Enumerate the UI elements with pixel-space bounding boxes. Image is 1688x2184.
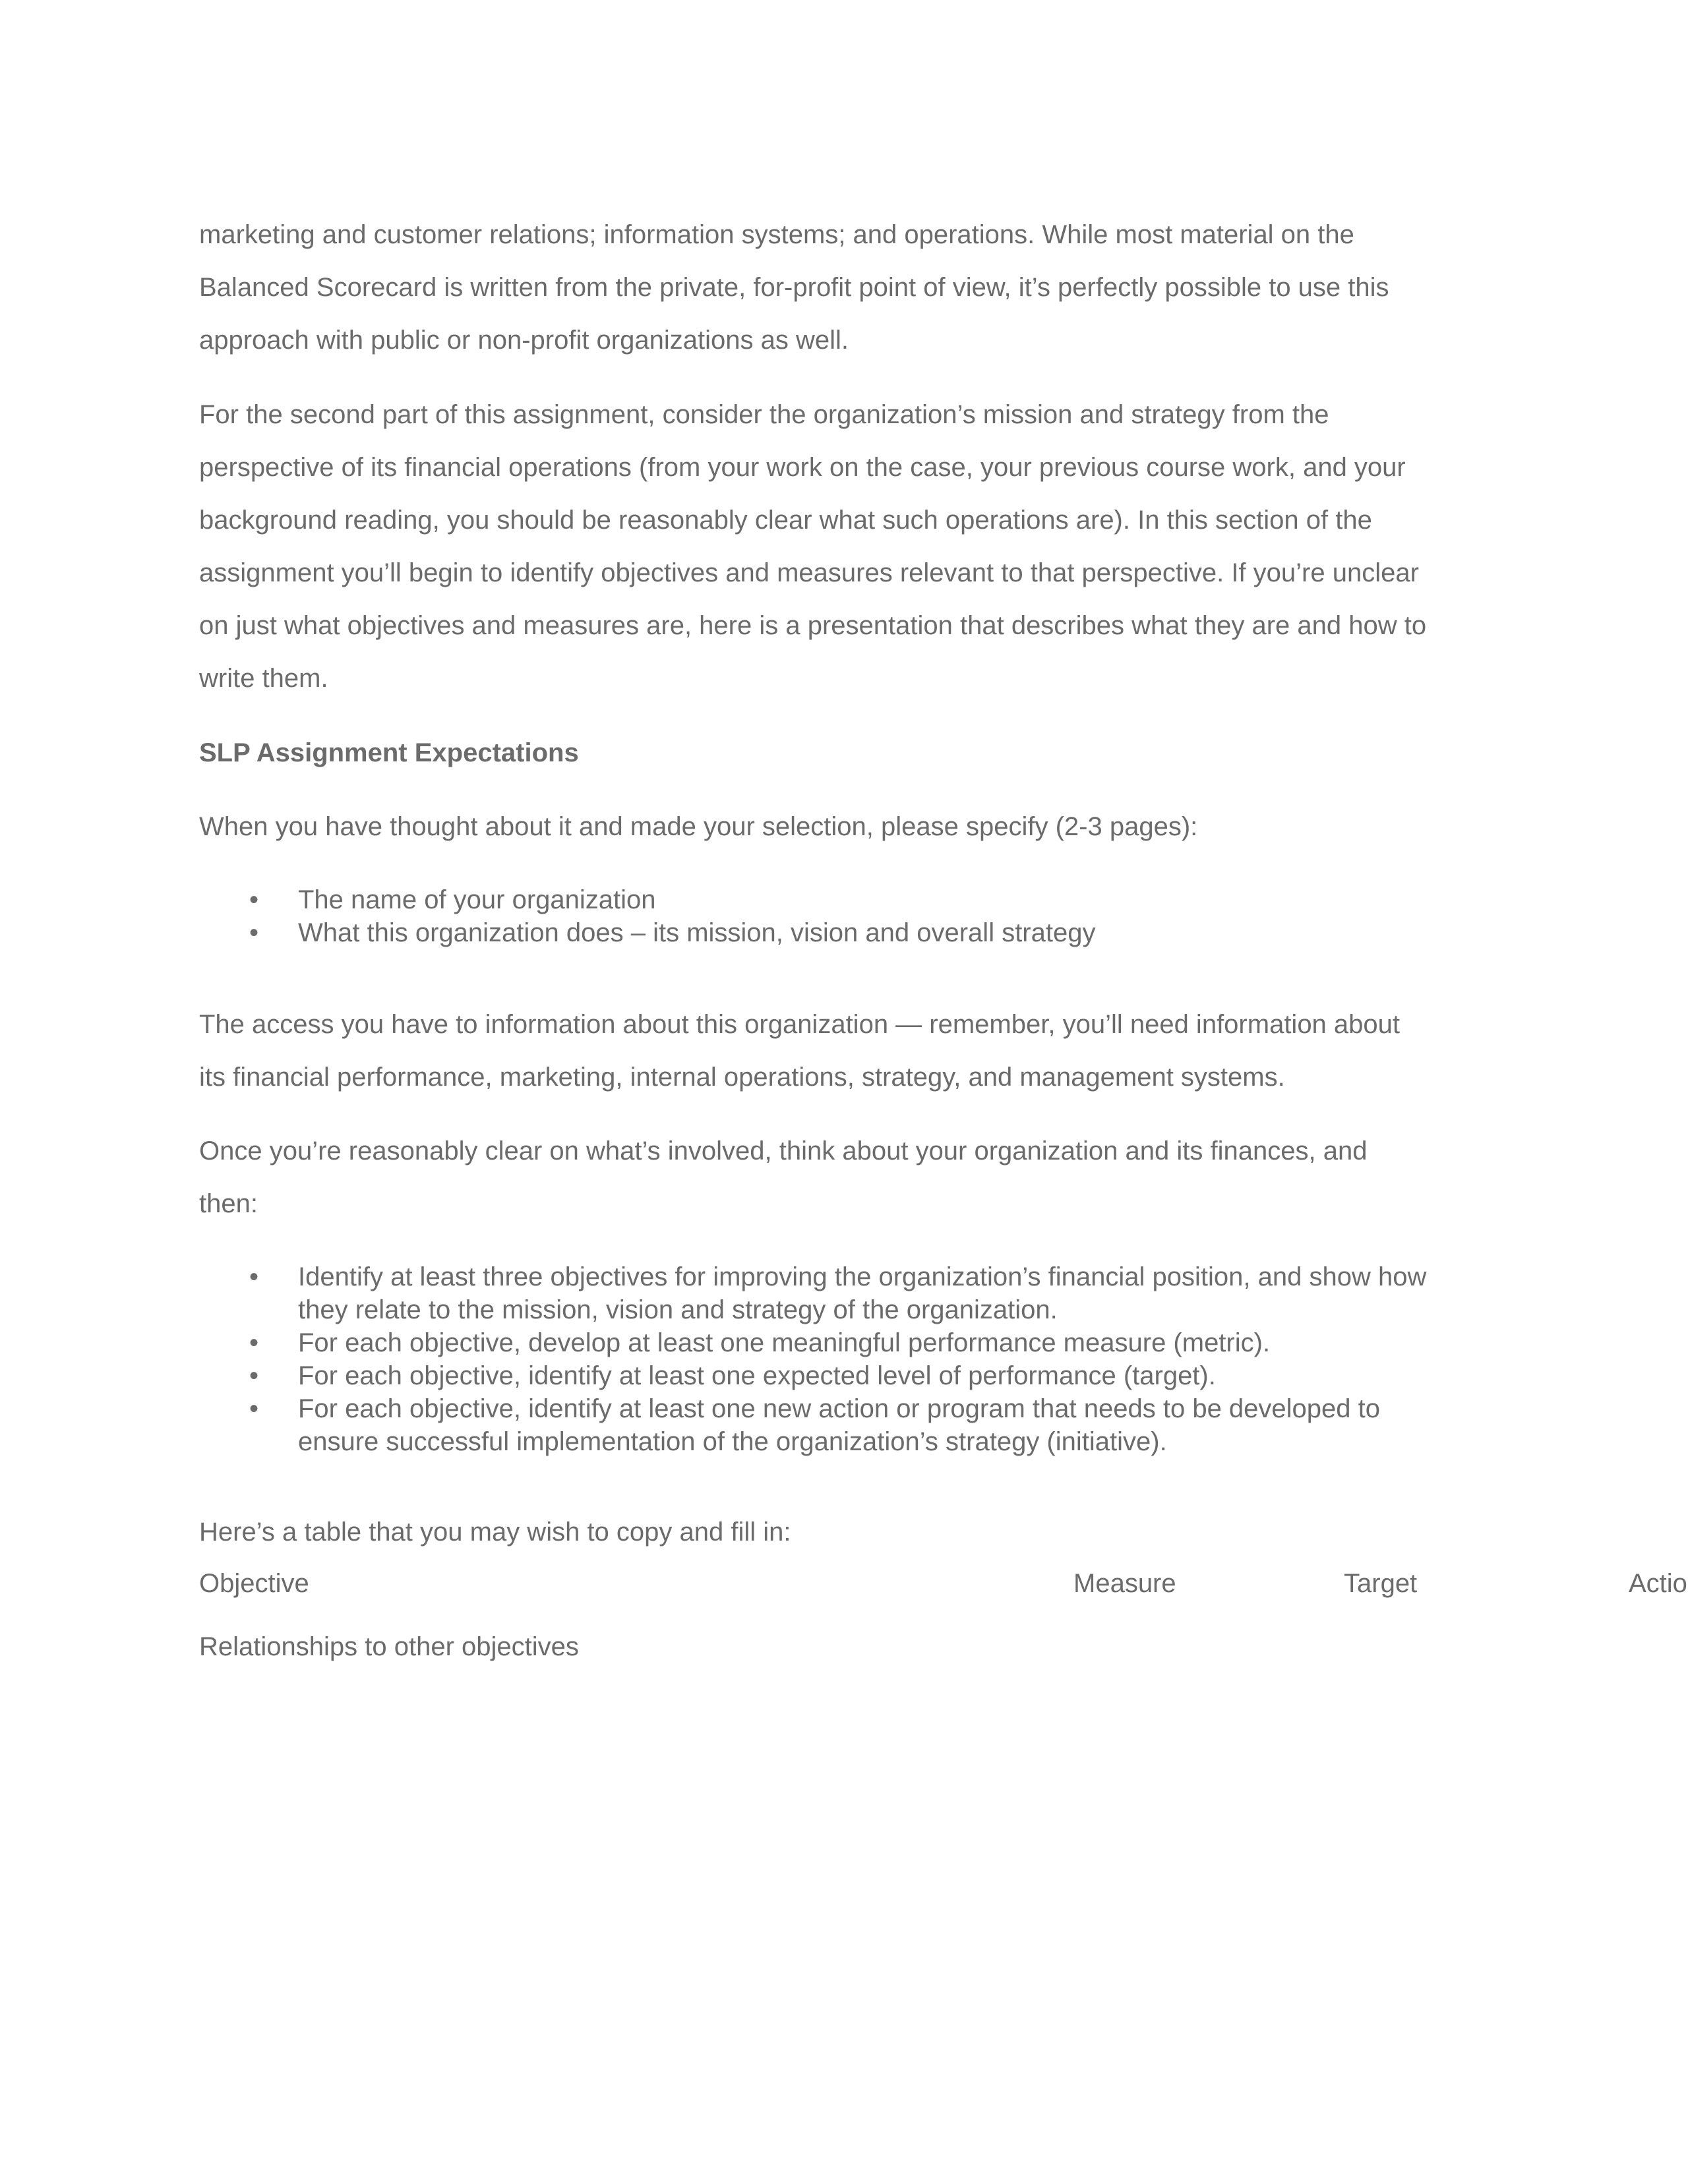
objectives-list bbox=[199, 1260, 1518, 1458]
table-header-action: Actio bbox=[1629, 1569, 1687, 1598]
bullet-icon: • bbox=[249, 1262, 259, 1291]
text-line: on just what objectives and measures are, here is a presentation that describes what they are and how to bbox=[199, 611, 1427, 640]
paragraph-second-part bbox=[199, 388, 1518, 705]
text-line: its financial performance, marketing, internal operations, strategy, and management systems. bbox=[199, 1063, 1285, 1092]
bullet-icon: • bbox=[249, 918, 259, 947]
table-header-row bbox=[0, 1557, 1688, 1610]
text-line: perspective of its financial operations (from your work on the case, your previous course work, and your bbox=[199, 453, 1406, 482]
text-line: approach with public or non-profit organizations as well. bbox=[199, 326, 849, 355]
paragraph-table-intro bbox=[199, 1506, 1518, 1558]
list-item bbox=[199, 1260, 1518, 1326]
list-item-text: For each objective, develop at least one meaningful performance measure (metric). bbox=[298, 1328, 1271, 1357]
text-line: Here’s a table that you may wish to copy and fill in: bbox=[199, 1518, 791, 1547]
text-line: background reading, you should be reasonably clear what such operations are). In this section of the bbox=[199, 506, 1372, 535]
list-item-text: For each objective, identify at least one new action or program that needs to be developed to bbox=[298, 1394, 1381, 1423]
list-item-text: The name of your organization bbox=[298, 885, 656, 914]
table-header-measure: Measure bbox=[1073, 1569, 1176, 1598]
section-heading: SLP Assignment Expectations bbox=[199, 738, 579, 767]
bullet-icon: • bbox=[249, 885, 259, 914]
text-line: marketing and customer relations; information systems; and operations. While most material on the bbox=[199, 220, 1354, 249]
list-item bbox=[199, 883, 1518, 916]
bullet-icon: • bbox=[249, 1394, 259, 1423]
list-item bbox=[199, 1326, 1518, 1359]
text-line: Once you’re reasonably clear on what’s involved, think about your organization and its finances, and bbox=[199, 1136, 1368, 1166]
list-item-text: What this organization does – its mission, vision and overall strategy bbox=[298, 918, 1096, 947]
text-line: When you have thought about it and made your selection, please specify (2-3 pages): bbox=[199, 812, 1198, 841]
table-header-objective: Objective bbox=[199, 1569, 309, 1598]
text-line: then: bbox=[199, 1189, 258, 1218]
paragraph-access bbox=[199, 998, 1518, 1104]
table-row-label bbox=[199, 1620, 1518, 1673]
text-line: Relationships to other objectives bbox=[199, 1632, 579, 1661]
paragraph-specify bbox=[199, 800, 1518, 853]
paragraph-once-clear bbox=[199, 1125, 1518, 1230]
text-line: write them. bbox=[199, 664, 328, 693]
list-item-text: Identify at least three objectives for improving the organization’s financial position, and show how bbox=[298, 1262, 1427, 1291]
paragraph-scorecard-intro bbox=[199, 208, 1518, 367]
bullet-icon: • bbox=[249, 1361, 259, 1390]
requirements-list bbox=[199, 883, 1518, 949]
text-line: Balanced Scorecard is written from the private, for-profit point of view, it’s perfectly possible to use this bbox=[199, 273, 1389, 302]
text-line: The access you have to information about this organization — remember, you’ll need information about bbox=[199, 1010, 1401, 1039]
bullet-icon: • bbox=[249, 1328, 259, 1357]
text-line: For the second part of this assignment, consider the organization’s mission and strategy from the bbox=[199, 400, 1329, 429]
list-item bbox=[199, 1392, 1518, 1458]
table-header-target: Target bbox=[1344, 1569, 1418, 1598]
list-item-text: ensure successful implementation of the organization’s strategy (initiative). bbox=[298, 1427, 1167, 1456]
list-item bbox=[199, 916, 1518, 949]
list-item-text: For each objective, identify at least one expected level of performance (target). bbox=[298, 1361, 1216, 1390]
text-line: assignment you’ll begin to identify objectives and measures relevant to that perspective. If you’re unclear bbox=[199, 558, 1419, 587]
list-item-text: they relate to the mission, vision and strategy of the organization. bbox=[298, 1295, 1058, 1324]
list-item bbox=[199, 1359, 1518, 1392]
